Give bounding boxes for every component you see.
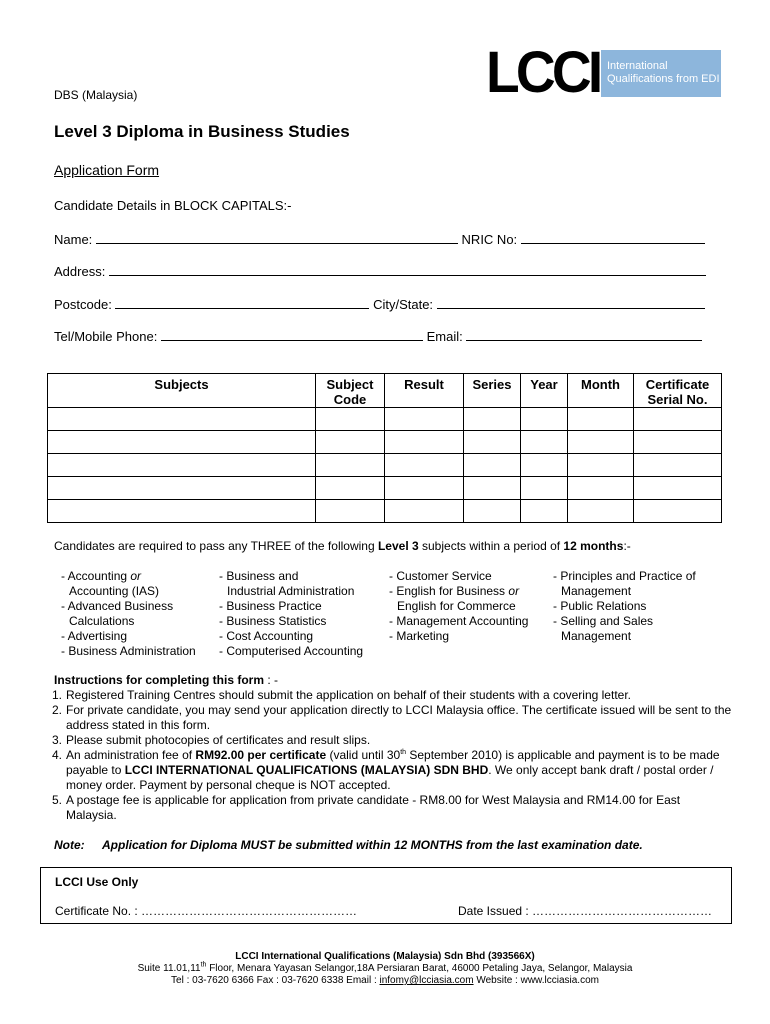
table-cell[interactable]: [521, 454, 568, 477]
table-cell[interactable]: [48, 408, 316, 431]
table-cell[interactable]: [464, 408, 521, 431]
list-item: - Business Administration: [61, 644, 196, 658]
list-item: - Advanced Business: [61, 599, 174, 613]
requirement-part-e: :-: [623, 539, 631, 553]
table-cell[interactable]: [521, 408, 568, 431]
instruction-item: [52, 688, 734, 703]
table-cell[interactable]: [385, 477, 464, 500]
table-cell[interactable]: [464, 500, 521, 523]
fee-text-c: (valid until 30: [326, 748, 401, 762]
table-row: [48, 500, 722, 523]
address-field[interactable]: [109, 262, 706, 276]
footer-contact-a: Tel : 03-7620 6366 Fax : 03-7620 6338 Email :: [171, 975, 380, 986]
instruction-number: 3.: [52, 733, 63, 747]
table-cell[interactable]: [568, 408, 634, 431]
footer-address-sup: th: [200, 961, 207, 969]
table-row: [48, 477, 722, 500]
footer-contact-b: Website : www.lcciasia.com: [473, 975, 599, 986]
tel-label: Tel/Mobile Phone:: [54, 329, 158, 344]
list-item: - Business Practice: [219, 599, 322, 613]
instruction-text: For private candidate, you may send your application directly to LCCI Malaysia office. The certificate issued will be sent to the address stated in this form.: [66, 703, 732, 732]
instruction-item: [52, 793, 734, 823]
fee-text-f: . We only accept bank draft / postal order / money order. Payment by personal cheque is NOT accepted.: [66, 763, 714, 792]
city-state-label: City/State:: [373, 297, 434, 312]
instruction-number: 4.: [52, 748, 63, 762]
footer-email-link[interactable]: infomy@lcciasia.com: [379, 975, 474, 986]
footer-address-b: Floor, Menara Yayasan Selangor,18A Persiaran Barat, 46000 Petaling Jaya, Selangor, Malaysia: [206, 963, 633, 974]
requirement-part-a: Candidates are required to pass any THREE of the following: [54, 539, 378, 553]
table-cell[interactable]: [316, 454, 385, 477]
table-cell[interactable]: [385, 454, 464, 477]
page-title: Level 3 Diploma in Business Studies: [54, 122, 350, 141]
header-subjects: Subjects: [48, 374, 316, 408]
instruction-text: A postage fee is applicable for application from private candidate - RM8.00 for West Malaysia and RM14.00 for East Malaysia.: [66, 793, 681, 822]
name-field[interactable]: [96, 230, 458, 244]
address-label: Address:: [54, 264, 106, 279]
fee-text-a: An administration fee of: [66, 748, 196, 762]
logo-tagline-line1: International: [607, 60, 668, 72]
lcci-logo: LCCI: [486, 40, 600, 105]
list-item: Management: [561, 584, 632, 598]
table-cell[interactable]: [385, 500, 464, 523]
table-cell[interactable]: [316, 477, 385, 500]
city-state-field[interactable]: [437, 295, 705, 309]
payee-name: LCCI INTERNATIONAL QUALIFICATIONS (MALAYSIA) SDN BHD: [124, 763, 489, 777]
header-month: Month: [568, 374, 634, 408]
instructions-heading-suffix: : -: [264, 673, 279, 687]
list-item: - Business and: [219, 569, 299, 583]
header-year: Year: [521, 374, 568, 408]
footer-contact: [0, 975, 770, 987]
subject-accounting: - Accounting: [61, 569, 131, 583]
table-cell[interactable]: [48, 431, 316, 454]
table-cell[interactable]: [634, 477, 722, 500]
table-cell[interactable]: [568, 454, 634, 477]
list-item: - Business Statistics: [219, 614, 327, 628]
email-field[interactable]: [466, 327, 702, 341]
postcode-row: [54, 295, 724, 312]
table-cell[interactable]: [568, 500, 634, 523]
subject-or: or: [130, 569, 142, 583]
footer-company: LCCI International Qualifications (Malaysia) Sdn Bhd (393566X): [235, 951, 535, 962]
table-cell[interactable]: [464, 454, 521, 477]
tel-field[interactable]: [161, 327, 423, 341]
table-cell[interactable]: [634, 431, 722, 454]
table-cell[interactable]: [48, 500, 316, 523]
requirement-level: Level 3: [377, 539, 419, 553]
subject-english-business: - English for Business: [389, 584, 509, 598]
header-certificate-serial: Certificate Serial No.: [634, 374, 722, 408]
table-row: [48, 408, 722, 431]
subjects-table: [47, 373, 722, 523]
list-item: - Cost Accounting: [219, 629, 314, 643]
instruction-item: [52, 748, 734, 793]
instruction-text: Please submit photocopies of certificates and result slips.: [66, 733, 371, 747]
table-cell[interactable]: [634, 454, 722, 477]
list-item: - Selling and Sales: [553, 614, 654, 628]
instruction-item: [52, 733, 734, 748]
list-item: - Public Relations: [553, 599, 647, 613]
table-cell[interactable]: [634, 500, 722, 523]
footer-address-a: Suite 11.01,11: [137, 963, 201, 974]
list-item: - Advertising: [61, 629, 128, 643]
requirement-period: 12 months: [563, 539, 624, 553]
nric-field[interactable]: [521, 230, 705, 244]
list-item: - Marketing: [389, 629, 450, 643]
name-row: [54, 230, 724, 247]
fee-text-d: September 2010) is applicable and payment is to be made payable to: [66, 748, 720, 777]
email-label: Email:: [426, 329, 463, 344]
dbs-label: DBS (Malaysia): [54, 88, 138, 102]
list-item: Industrial Administration: [227, 584, 355, 598]
table-cell[interactable]: [568, 477, 634, 500]
table-cell[interactable]: [521, 500, 568, 523]
footer-address: [0, 963, 770, 975]
instruction-number: 1.: [52, 688, 63, 702]
list-item: Calculations: [69, 614, 135, 628]
note-label: Note:: [54, 838, 85, 852]
note-text: Application for Diploma MUST be submitted within 12 MONTHS from the last examination date.: [102, 838, 643, 852]
table-body: [48, 408, 722, 523]
postcode-field[interactable]: [115, 295, 369, 309]
table-cell[interactable]: [48, 454, 316, 477]
table-cell[interactable]: [634, 408, 722, 431]
fee-amount: RM92.00 per certificate: [195, 748, 327, 762]
list-item: - Computerised Accounting: [219, 644, 364, 658]
requirement-text: [54, 539, 631, 554]
subject-or: or: [508, 584, 520, 598]
list-item: [389, 584, 528, 599]
list-item: - Management Accounting: [389, 614, 529, 628]
table-cell[interactable]: [464, 431, 521, 454]
candidate-intro: Candidate Details in BLOCK CAPITALS:-: [54, 198, 292, 213]
address-row: [54, 262, 724, 279]
subjects-col-2: [219, 569, 363, 659]
table-row: [48, 431, 722, 454]
office-use-box: [40, 867, 732, 924]
header-series: Series: [464, 374, 521, 408]
instruction-text: [66, 748, 734, 793]
table-cell[interactable]: [521, 431, 568, 454]
header-subject-code: Subject Code: [316, 374, 385, 408]
form-subtitle: Application Form: [54, 162, 160, 178]
instructions: [54, 673, 734, 823]
subjects-col-4: [553, 569, 696, 644]
list-item: - Customer Service: [389, 569, 492, 583]
table-cell[interactable]: [464, 477, 521, 500]
list-item: English for Commerce: [397, 599, 516, 613]
date-issued-field[interactable]: Date Issued : ………………………………………: [458, 904, 713, 918]
table-cell[interactable]: [316, 408, 385, 431]
subjects-col-1: [61, 569, 196, 659]
instruction-item: [52, 703, 734, 733]
nric-label: NRIC No:: [461, 232, 518, 247]
table-cell[interactable]: [385, 408, 464, 431]
table-cell[interactable]: [48, 477, 316, 500]
instruction-number: 2.: [52, 703, 63, 717]
list-item: Management: [561, 629, 632, 643]
name-label: Name:: [54, 232, 93, 247]
office-use-title: LCCI Use Only: [55, 875, 139, 889]
footer: [0, 951, 770, 987]
logo-tagline-line2: [607, 73, 721, 86]
list-item: Accounting (IAS): [69, 584, 160, 598]
tel-row: [54, 327, 724, 344]
header-result: Result: [385, 374, 464, 408]
table-cell[interactable]: [568, 431, 634, 454]
instruction-text: Registered Training Centres should submit the application on behalf of their students with a covering letter.: [66, 688, 631, 702]
requirement-part-c: subjects within a period of: [418, 539, 564, 553]
instructions-heading: [54, 673, 734, 688]
table-cell[interactable]: [316, 500, 385, 523]
subjects-col-3: [389, 569, 528, 644]
list-item: - Principles and Practice of: [553, 569, 696, 583]
instruction-number: 5.: [52, 793, 63, 807]
table-header-row: [48, 374, 722, 408]
instructions-heading-text: Instructions for completing this form: [54, 673, 265, 687]
table-row: [48, 454, 722, 477]
table-cell[interactable]: [385, 431, 464, 454]
table-cell[interactable]: [521, 477, 568, 500]
logo-tagline-qualifications: Qualifications: [607, 73, 674, 85]
postcode-label: Postcode:: [54, 297, 112, 312]
logo-tagline: [601, 50, 721, 97]
note: [54, 838, 643, 853]
logo-tagline-from-edi: from EDI: [676, 73, 720, 85]
list-item: [61, 569, 196, 584]
certificate-no-field[interactable]: Certificate No. : ………………………………………………: [55, 904, 358, 918]
fee-text-sup: th: [400, 749, 407, 756]
table-cell[interactable]: [316, 431, 385, 454]
